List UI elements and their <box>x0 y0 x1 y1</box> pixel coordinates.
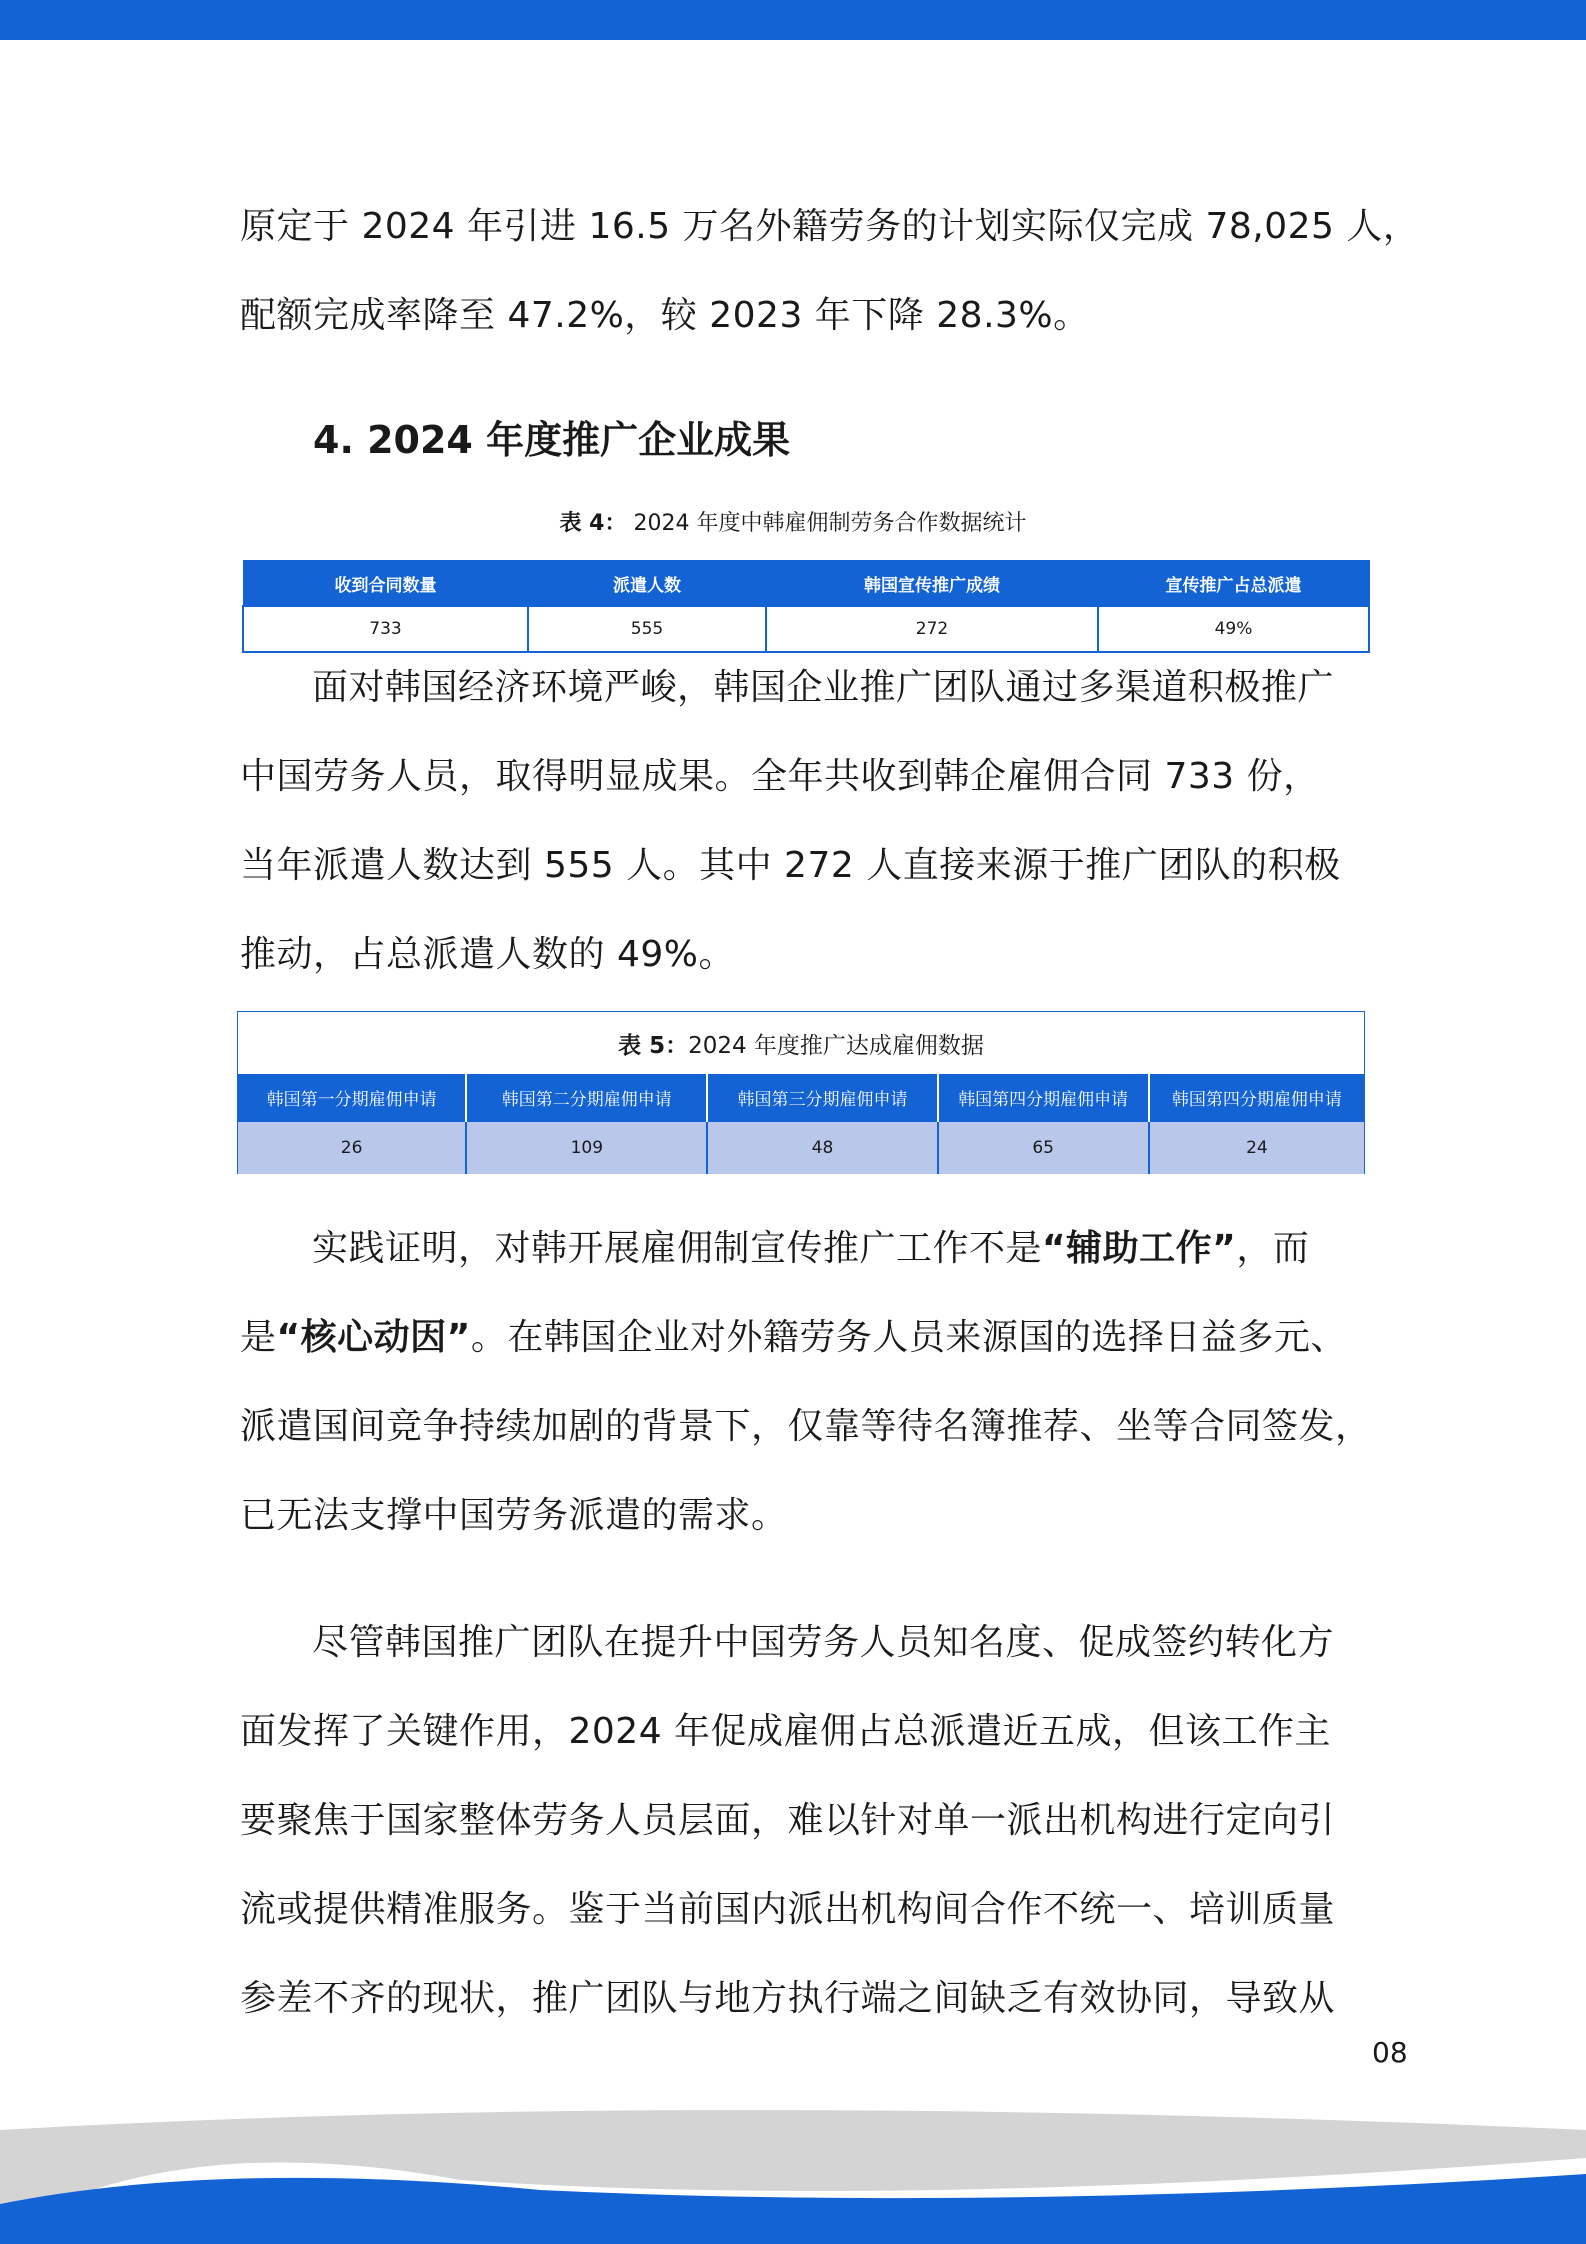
table-header-cell: 韩国第三分期雇佣申请 <box>707 1074 937 1121</box>
table-cell: 733 <box>243 606 528 652</box>
table-header-cell: 韩国第四分期雇佣申请 <box>1149 1074 1364 1121</box>
paragraph-line: 流或提供精准服务。鉴于当前国内派出机构间合作不统一、培训质量 <box>240 1889 1336 1930</box>
bold-phrase: “辅助工作” <box>1042 1228 1237 1269</box>
page-number: 08 <box>1372 2036 1408 2069</box>
table-cell: 65 <box>938 1121 1149 1174</box>
paragraph-line: 面发挥了关键作用，2024 年促成雇佣占总派遣近五成，但该工作主 <box>240 1711 1332 1752</box>
table-header-cell: 韩国第一分期雇佣申请 <box>238 1074 466 1121</box>
table5-caption <box>238 1012 1364 1074</box>
paragraph-line: 配额完成率降至 47.2%，较 2023 年下降 28.3%。 <box>240 295 1090 336</box>
table-header-row <box>243 561 1369 607</box>
table-cell: 272 <box>766 606 1098 652</box>
table-header-cell: 派遣人数 <box>528 561 766 607</box>
table-cell: 48 <box>707 1121 937 1174</box>
text-run: 实践证明，对韩开展雇佣制宣传推广工作不是 <box>312 1228 1043 1269</box>
bold-phrase: “核心动因” <box>276 1317 471 1358</box>
paragraph-line: 当年派遣人数达到 555 人。其中 272 人直接来源于推广团队的积极 <box>240 845 1341 886</box>
paragraph-line: 派遣国间竞争持续加剧的背景下，仅靠等待名簿推荐、坐等合同签发， <box>240 1406 1372 1447</box>
table-header-row <box>238 1074 1364 1121</box>
paragraph-line: 原定于 2024 年引进 16.5 万名外籍劳务的计划实际仅完成 78,025 人， <box>240 206 1420 247</box>
paragraph-line <box>240 1204 1380 1293</box>
table5-caption-text: 2024 年度推广达成雇佣数据 <box>688 1032 984 1059</box>
paragraph-results <box>240 643 1380 999</box>
table-header-cell: 韩国第二分期雇佣申请 <box>466 1074 707 1121</box>
paragraph-practice <box>240 1204 1380 1560</box>
paragraph-line: 中国劳务人员，取得明显成果。全年共收到韩企雇佣合同 733 份， <box>240 756 1320 797</box>
paragraph-intro <box>240 182 1420 360</box>
table-cell: 109 <box>466 1121 707 1174</box>
top-banner <box>0 0 1586 40</box>
table-header-cell: 收到合同数量 <box>243 561 528 607</box>
table-header-cell: 韩国第四分期雇佣申请 <box>938 1074 1149 1121</box>
text-run: 是 <box>240 1317 277 1358</box>
table-cell: 24 <box>1149 1121 1364 1174</box>
paragraph-line: 面对韩国经济环境严峻，韩国企业推广团队通过多渠道积极推广 <box>312 667 1335 708</box>
table-cell: 49% <box>1098 606 1369 652</box>
hiring-data-table <box>238 1074 1364 1174</box>
table-row <box>238 1121 1364 1174</box>
table-header-cell: 宣传推广占总派遣 <box>1098 561 1369 607</box>
table-cell: 26 <box>238 1121 466 1174</box>
paragraph-line: 尽管韩国推广团队在提升中国劳务人员知名度、促成签约转化方 <box>312 1622 1335 1663</box>
hiring-data-table-block <box>237 1011 1365 1174</box>
cooperation-stats-table <box>242 560 1370 653</box>
footer-wave-graphic <box>0 2100 1586 2244</box>
paragraph-line: 已无法支撑中国劳务派遣的需求。 <box>240 1495 788 1536</box>
table-cell: 555 <box>528 606 766 652</box>
table-header-cell: 韩国宣传推广成绩 <box>766 561 1098 607</box>
table4-caption-label: 表 4： <box>559 511 627 536</box>
paragraph-line <box>240 1293 1380 1382</box>
section-heading: 4. 2024 年度推广企业成果 <box>313 418 791 462</box>
paragraph-line: 参差不齐的现状，推广团队与地方执行端之间缺乏有效协同，导致从 <box>240 1978 1336 2019</box>
table5-caption-label: 表 5： <box>618 1032 689 1059</box>
table4-caption-text: 2024 年度中韩雇佣制劳务合作数据统计 <box>626 511 1027 536</box>
table4-caption <box>0 509 1586 539</box>
text-run: 。在韩国企业对外籍劳务人员来源国的选择日益多元、 <box>470 1317 1347 1358</box>
paragraph-line: 推动，占总派遣人数的 49%。 <box>240 934 735 975</box>
text-run: ，而 <box>1236 1228 1310 1269</box>
paragraph-analysis <box>240 1598 1380 2043</box>
paragraph-line: 要聚焦于国家整体劳务人员层面，难以针对单一派出机构进行定向引 <box>240 1800 1336 1841</box>
